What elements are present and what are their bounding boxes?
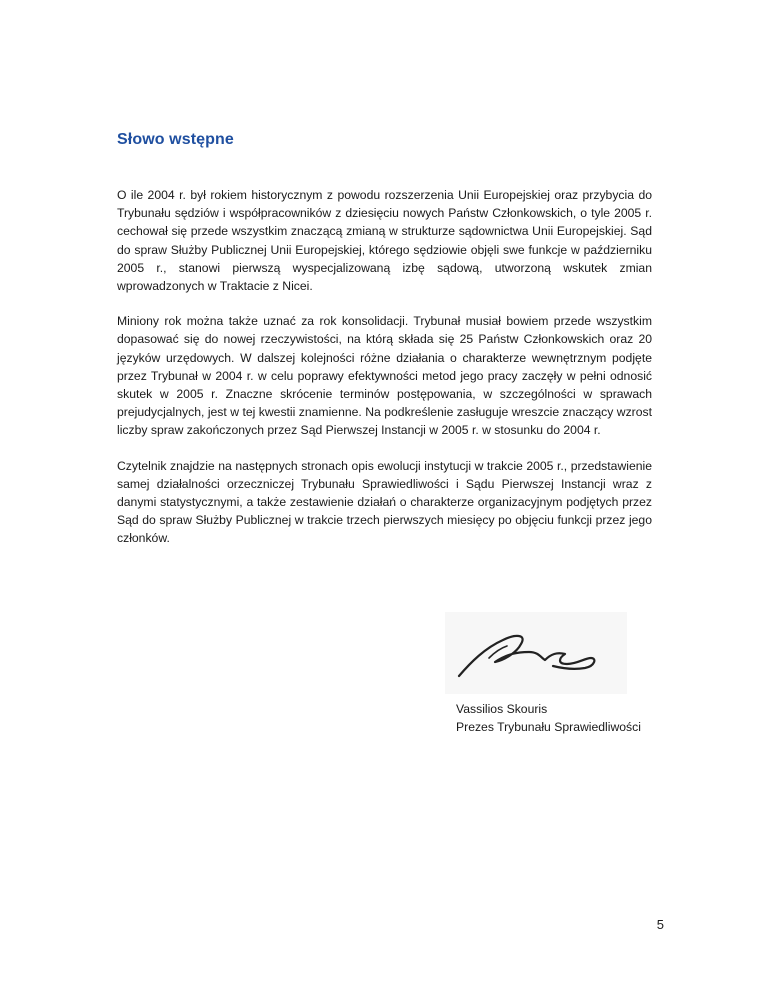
paragraph-1: O ile 2004 r. był rokiem historycznym z powodu rozszerzenia Unii Europejskiej oraz przybycia do Trybunału sędziów i współpracowników z dziesięciu nowych Państw Członkowskich, o tyle 2005 r. cechował się przede wszystkim znaczącą zmianą w strukturze sądownictwa Unii Europejskiej. Sąd do spraw Służby Publicznej Unii Europejskiej, którego sędziowie objęli swe funkcje w październiku 2005 r., stanowi pierwszą wyspecjalizowaną izbę sądową, utworzoną wskutek zmian wprowadzonych w Traktacie z Nicei. [117,188,652,294]
signer-block [456,700,641,736]
signer-title: Prezes Trybunału Sprawiedliwości [456,720,641,734]
body-text [117,186,652,565]
signer-name: Vassilios Skouris [456,702,548,716]
page-number: 5 [656,917,664,932]
handwritten-signature [445,612,627,694]
page-title: Słowo wstępne [117,131,234,148]
paragraph-3: Czytelnik znajdzie na następnych stronach opis ewolucji instytucji w trakcie 2005 r., przedstawienie samej działalności orzeczniczej Trybunału Sprawiedliwości i Sądu Pierwszej Instancji wraz z danymi statystycznymi, a także zestawienie działań o charakterze organizacyjnym podjętych przez Sąd do spraw Służby Publicznej w trakcie trzech pierwszych miesięcy po objęciu funkcji przez jego członków. [117,458,652,546]
signature-image [445,612,627,694]
paragraph-2: Miniony rok można także uznać za rok konsolidacji. Trybunał musiał bowiem przede wszystkim dopasować się do nowej rzeczywistości, na którą składa się 25 Państw Członkowskich oraz 20 języków urzędowych. W dalszej kolejności różne działania o charakterze wewnętrznym podjęte przez Trybunał w 2004 r. w celu poprawy efektywności metod jego pracy zaczęły w pełni odnosić skutek w 2005 r. Znaczne skrócenie terminów postępowania, w szczególności w sprawach prejudycjalnych, jest w tej kwestii znamienne. Na podkreślenie zasługuje wreszcie znaczący wzrost liczby spraw zakończonych przez Sąd Pierwszej Instancji w 2005 r. w stosunku do 2004 r. [117,314,652,438]
